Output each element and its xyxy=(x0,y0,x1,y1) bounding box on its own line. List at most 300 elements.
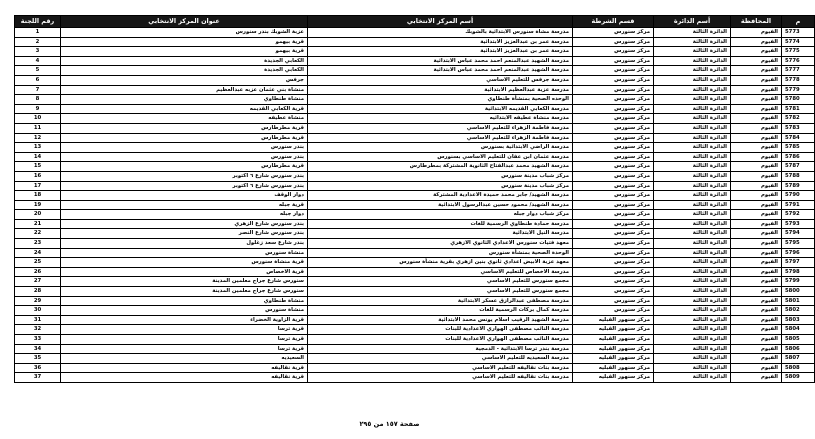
cell-committee-no: 28 xyxy=(15,287,61,297)
cell-committee-no: 1 xyxy=(15,28,61,38)
cell-center-address: الكعابي الجديدة xyxy=(61,66,308,76)
cell-committee-no: 34 xyxy=(15,344,61,354)
cell-district: الدائرة الثالثة xyxy=(654,200,731,210)
cell-committee-no: 22 xyxy=(15,229,61,239)
cell-center-name: مدرسة بندر ترسا الابتدائية - الدمجية xyxy=(308,344,573,354)
cell-center-name: مدرسة عمر بن عبدالعزيز الابتدائية xyxy=(308,47,573,57)
cell-committee-no: 33 xyxy=(15,335,61,345)
cell-serial: 5793 xyxy=(782,219,815,229)
cell-center-address: سنورس شارع جراج معلمين المدينة xyxy=(61,277,308,287)
table-row xyxy=(15,363,815,373)
cell-district: الدائرة الثالثة xyxy=(654,191,731,201)
cell-committee-no: 21 xyxy=(15,219,61,229)
table-row xyxy=(15,28,815,38)
table-row xyxy=(15,143,815,153)
cell-governorate: الفيوم xyxy=(731,229,782,239)
cell-serial: 5795 xyxy=(782,239,815,249)
cell-district: الدائرة الثالثة xyxy=(654,75,731,85)
cell-center-address: قرية مطرطارس xyxy=(61,123,308,133)
cell-district: الدائرة الثالثة xyxy=(654,325,731,335)
cell-center-name: مدرسة منشاة عطيفه الابتدائيه xyxy=(308,114,573,124)
cell-center-name: مدرسة عزبة عبدالعظيم الابتدائية xyxy=(308,85,573,95)
header-row xyxy=(15,16,815,28)
cell-police-section: مركز سنورس xyxy=(573,143,654,153)
cell-serial: 5783 xyxy=(782,123,815,133)
cell-serial: 5803 xyxy=(782,315,815,325)
cell-center-address: قرية مطرطارس xyxy=(61,162,308,172)
cell-district: الدائرة الثالثة xyxy=(654,47,731,57)
cell-governorate: الفيوم xyxy=(731,152,782,162)
cell-governorate: الفيوم xyxy=(731,267,782,277)
table-row xyxy=(15,171,815,181)
cell-committee-no: 9 xyxy=(15,104,61,114)
cell-governorate: الفيوم xyxy=(731,95,782,105)
cell-center-name: مدرسة حمادة طنطاوي الرسمية للغات xyxy=(308,219,573,229)
cell-police-section: مركز سنورس xyxy=(573,133,654,143)
table-row xyxy=(15,267,815,277)
table-row xyxy=(15,325,815,335)
table-row xyxy=(15,229,815,239)
cell-governorate: الفيوم xyxy=(731,373,782,383)
cell-district: الدائرة الثالثة xyxy=(654,114,731,124)
cell-serial: 5784 xyxy=(782,133,815,143)
cell-serial: 5786 xyxy=(782,152,815,162)
cell-serial: 5792 xyxy=(782,210,815,220)
cell-police-section: مركز سنورس xyxy=(573,75,654,85)
cell-governorate: الفيوم xyxy=(731,335,782,345)
table-row xyxy=(15,85,815,95)
cell-district: الدائرة الثالثة xyxy=(654,95,731,105)
cell-serial: 5798 xyxy=(782,267,815,277)
cell-committee-no: 2 xyxy=(15,37,61,47)
cell-governorate: الفيوم xyxy=(731,104,782,114)
cell-governorate: الفيوم xyxy=(731,75,782,85)
cell-district: الدائرة الثالثة xyxy=(654,219,731,229)
cell-police-section: مركز سنورس xyxy=(573,306,654,316)
cell-serial: 5796 xyxy=(782,248,815,258)
cell-serial: 5776 xyxy=(782,56,815,66)
table-row xyxy=(15,200,815,210)
table-row xyxy=(15,56,815,66)
cell-governorate: الفيوم xyxy=(731,143,782,153)
header-center-address: عنوان المركز الانتخابي xyxy=(61,16,308,28)
cell-police-section: مركز سنورس xyxy=(573,152,654,162)
cell-district: الدائرة الثالثة xyxy=(654,258,731,268)
cell-serial: 5788 xyxy=(782,171,815,181)
cell-district: الدائرة الثالثة xyxy=(654,56,731,66)
cell-district: الدائرة الثالثة xyxy=(654,171,731,181)
cell-governorate: الفيوم xyxy=(731,191,782,201)
cell-center-name: مدرسة السعيديه للتعليم الاساسي xyxy=(308,354,573,364)
cell-police-section: مركز سنورس xyxy=(573,123,654,133)
cell-governorate: الفيوم xyxy=(731,162,782,172)
cell-police-section: مركز سنورس xyxy=(573,191,654,201)
cell-governorate: الفيوم xyxy=(731,47,782,57)
cell-center-address: قرية نقاليفه xyxy=(61,363,308,373)
cell-committee-no: 16 xyxy=(15,171,61,181)
cell-police-section: مركز سنهور القبليه xyxy=(573,363,654,373)
cell-center-address: قرية بيهمو xyxy=(61,37,308,47)
cell-police-section: مركز سنورس xyxy=(573,28,654,38)
table-row xyxy=(15,152,815,162)
table-row xyxy=(15,66,815,76)
cell-center-name: مدرسة الشهيد/ محمود حسين عبدالرسول الابتدائية xyxy=(308,200,573,210)
table-row xyxy=(15,277,815,287)
cell-center-address: قرية ترسا xyxy=(61,335,308,345)
cell-center-name: مدرسة الشهيد الرقيب اسلام يونس محمد الابتدائية xyxy=(308,315,573,325)
cell-district: الدائرة الثالثة xyxy=(654,239,731,249)
cell-center-name: مدرسة الاخصاص للتعليم الاساسي xyxy=(308,267,573,277)
cell-district: الدائرة الثالثة xyxy=(654,229,731,239)
cell-center-address: منشاة بني عثمان عزبه عبدالعظيم xyxy=(61,85,308,95)
page-number: صفحة ١٥٧ من ٢٩٥ xyxy=(359,420,420,428)
cell-center-name: مدرسة عمر بن عبدالعزيز الابتدائية xyxy=(308,37,573,47)
cell-committee-no: 24 xyxy=(15,248,61,258)
cell-committee-no: 25 xyxy=(15,258,61,268)
cell-committee-no: 8 xyxy=(15,95,61,105)
cell-committee-no: 29 xyxy=(15,296,61,306)
cell-governorate: الفيوم xyxy=(731,66,782,76)
cell-center-name: مدرسة جرفس للتعليم الاساسي xyxy=(308,75,573,85)
table-row xyxy=(15,296,815,306)
cell-police-section: مركز سنورس xyxy=(573,258,654,268)
cell-governorate: الفيوم xyxy=(731,306,782,316)
cell-police-section: مركز سنورس xyxy=(573,37,654,47)
cell-center-address: سنورس شارع جراج معلمين المدينة xyxy=(61,287,308,297)
cell-center-address: بندر سنورس شارع ٦ اكتوبر xyxy=(61,171,308,181)
cell-committee-no: 17 xyxy=(15,181,61,191)
cell-center-name: مدرسة الشهيد/ جابر محمد حميدة الاعدادية المشتركة xyxy=(308,191,573,201)
cell-center-name: مدرسة الشهيد عبدالمنعم احمد محمد عباس الابتدائية xyxy=(308,66,573,76)
cell-district: الدائرة الثالثة xyxy=(654,123,731,133)
cell-serial: 5781 xyxy=(782,104,815,114)
cell-district: الدائرة الثالثة xyxy=(654,296,731,306)
cell-committee-no: 30 xyxy=(15,306,61,316)
cell-serial: 5780 xyxy=(782,95,815,105)
cell-committee-no: 3 xyxy=(15,47,61,57)
cell-center-address: بندر سنورس xyxy=(61,143,308,153)
table-row xyxy=(15,75,815,85)
cell-serial: 5807 xyxy=(782,354,815,364)
table-row xyxy=(15,181,815,191)
cell-governorate: الفيوم xyxy=(731,248,782,258)
cell-center-name: مركز شباب مدينة سنورس xyxy=(308,171,573,181)
cell-center-name: مركز شباب مدينة سنورس xyxy=(308,181,573,191)
cell-police-section: مركز سنورس xyxy=(573,239,654,249)
cell-center-name: مدرسة النائب مصطفى الهواري الاعدادية للبنات xyxy=(308,325,573,335)
cell-serial: 5800 xyxy=(782,287,815,297)
cell-center-name: مدرسة الكعابي القديمه الابتدائية xyxy=(308,104,573,114)
cell-center-address: قرية ترسا xyxy=(61,344,308,354)
cell-serial: 5791 xyxy=(782,200,815,210)
cell-center-address: السعيديه xyxy=(61,354,308,364)
cell-center-name: مجمع سنورس للتعليم الاساسي xyxy=(308,287,573,297)
table-row xyxy=(15,258,815,268)
cell-serial: 5802 xyxy=(782,306,815,316)
cell-committee-no: 32 xyxy=(15,325,61,335)
cell-police-section: مركز سنورس xyxy=(573,95,654,105)
cell-center-address: قرية منشاة سنورس xyxy=(61,258,308,268)
table-row xyxy=(15,123,815,133)
cell-governorate: الفيوم xyxy=(731,123,782,133)
cell-governorate: الفيوم xyxy=(731,325,782,335)
cell-district: الدائرة الثالثة xyxy=(654,152,731,162)
cell-center-name: مدرسة بنات نقاليفه للتعليم الاساسي xyxy=(308,363,573,373)
cell-serial: 5774 xyxy=(782,37,815,47)
cell-governorate: الفيوم xyxy=(731,85,782,95)
cell-serial: 5775 xyxy=(782,47,815,57)
cell-committee-no: 18 xyxy=(15,191,61,201)
cell-serial: 5773 xyxy=(782,28,815,38)
cell-center-name: الوحدة الصحية بمنشأة سنورس xyxy=(308,248,573,258)
cell-center-address: منشاة سنورس xyxy=(61,248,308,258)
cell-governorate: الفيوم xyxy=(731,181,782,191)
table-row xyxy=(15,335,815,345)
header-center-name: أسم المركز الانتخابي xyxy=(308,16,573,28)
table-row xyxy=(15,191,815,201)
cell-governorate: الفيوم xyxy=(731,344,782,354)
cell-serial: 5779 xyxy=(782,85,815,95)
cell-center-name: مدرسة مشاة سنورس الابتدائية بالشوبك xyxy=(308,28,573,38)
table-header xyxy=(15,16,815,28)
cell-district: الدائرة الثالثة xyxy=(654,66,731,76)
table-row xyxy=(15,373,815,383)
cell-district: الدائرة الثالثة xyxy=(654,210,731,220)
table-row xyxy=(15,306,815,316)
cell-center-name: مدرسة فاطمة الزهراء للتعليم الاساسي xyxy=(308,123,573,133)
cell-center-address: الكعابي الجديدة xyxy=(61,56,308,66)
cell-police-section: مركز سنهور القبليه xyxy=(573,373,654,383)
cell-committee-no: 15 xyxy=(15,162,61,172)
cell-serial: 5805 xyxy=(782,335,815,345)
header-serial: م xyxy=(782,16,815,28)
cell-governorate: الفيوم xyxy=(731,315,782,325)
cell-police-section: مركز سنورس xyxy=(573,267,654,277)
cell-center-name: مدرسة مصطفى عبدالرازق عسكر الابتدائية xyxy=(308,296,573,306)
cell-center-name: الوحده الصحية بمنشأة طنطاوي xyxy=(308,95,573,105)
cell-serial: 5778 xyxy=(782,75,815,85)
table-row xyxy=(15,239,815,249)
table-row xyxy=(15,95,815,105)
cell-center-address: دوار الوقف xyxy=(61,191,308,201)
cell-police-section: مركز سنورس xyxy=(573,85,654,95)
cell-governorate: الفيوم xyxy=(731,296,782,306)
cell-district: الدائرة الثالثة xyxy=(654,162,731,172)
cell-committee-no: 20 xyxy=(15,210,61,220)
cell-police-section: مركز سنورس xyxy=(573,171,654,181)
cell-police-section: مركز سنورس xyxy=(573,47,654,57)
cell-center-name: مدرسة الراضي الابتدائية بسنورس xyxy=(308,143,573,153)
cell-governorate: الفيوم xyxy=(731,363,782,373)
cell-center-address: قرية جبله xyxy=(61,200,308,210)
header-committee-no: رقم اللجنة xyxy=(15,16,61,28)
cell-police-section: مركز سنورس xyxy=(573,210,654,220)
cell-governorate: الفيوم xyxy=(731,219,782,229)
cell-committee-no: 35 xyxy=(15,354,61,364)
cell-committee-no: 37 xyxy=(15,373,61,383)
cell-center-name: مدرسة النائب مصطفى الهواري الاعدادية للبنات xyxy=(308,335,573,345)
cell-serial: 5809 xyxy=(782,373,815,383)
table-row xyxy=(15,315,815,325)
table-body xyxy=(15,28,815,383)
table-row xyxy=(15,162,815,172)
cell-center-address: منشاة طنطاوي xyxy=(61,95,308,105)
cell-center-name: مدرسة كمال بركات الرسمية للغات xyxy=(308,306,573,316)
table-row xyxy=(15,344,815,354)
cell-district: الدائرة الثالثة xyxy=(654,37,731,47)
cell-district: الدائرة الثالثة xyxy=(654,306,731,316)
cell-governorate: الفيوم xyxy=(731,171,782,181)
cell-serial: 5777 xyxy=(782,66,815,76)
cell-governorate: الفيوم xyxy=(731,287,782,297)
cell-serial: 5789 xyxy=(782,181,815,191)
cell-police-section: مركز سنورس xyxy=(573,181,654,191)
cell-governorate: الفيوم xyxy=(731,200,782,210)
cell-center-address: بندر سنورس شارع النصر xyxy=(61,229,308,239)
table-row xyxy=(15,133,815,143)
cell-police-section: مركز سنهور القبليه xyxy=(573,315,654,325)
table-row xyxy=(15,37,815,47)
table-row xyxy=(15,114,815,124)
cell-police-section: مركز سنورس xyxy=(573,219,654,229)
cell-police-section: مركز سنهور القبليه xyxy=(573,354,654,364)
cell-center-name: مدرسة الشهيد عبدالمنعم احمد محمد عباس الابتدائية xyxy=(308,56,573,66)
cell-committee-no: 12 xyxy=(15,133,61,143)
cell-governorate: الفيوم xyxy=(731,210,782,220)
cell-district: الدائرة الثالثة xyxy=(654,85,731,95)
cell-governorate: الفيوم xyxy=(731,133,782,143)
cell-police-section: مركز سنورس xyxy=(573,104,654,114)
cell-district: الدائرة الثالثة xyxy=(654,354,731,364)
cell-committee-no: 26 xyxy=(15,267,61,277)
cell-district: الدائرة الثالثة xyxy=(654,28,731,38)
cell-governorate: الفيوم xyxy=(731,114,782,124)
cell-committee-no: 11 xyxy=(15,123,61,133)
cell-center-name: مدرسة عثمان ابن عفان للتعليم الاساسي بسنورس xyxy=(308,152,573,162)
cell-center-name: مدرسة الشهيد محمد عبدالفتاح الثانوية المشتركة بمطرطارس xyxy=(308,162,573,172)
cell-police-section: مركز سنورس xyxy=(573,296,654,306)
cell-center-name: مدرسة فاطمة الزهراء للتعليم الاساسي xyxy=(308,133,573,143)
cell-governorate: الفيوم xyxy=(731,56,782,66)
cell-district: الدائرة الثالثة xyxy=(654,267,731,277)
cell-center-address: منشاة سنورس xyxy=(61,306,308,316)
cell-committee-no: 5 xyxy=(15,66,61,76)
cell-district: الدائرة الثالثة xyxy=(654,277,731,287)
cell-center-name: مجمع سنورس للتعليم الاساسي xyxy=(308,277,573,287)
cell-district: الدائرة الثالثة xyxy=(654,181,731,191)
cell-center-name: مدرسة النيل الابتدائية xyxy=(308,229,573,239)
cell-committee-no: 31 xyxy=(15,315,61,325)
cell-serial: 5790 xyxy=(782,191,815,201)
cell-serial: 5787 xyxy=(782,162,815,172)
cell-center-address: قرية الاخصاص xyxy=(61,267,308,277)
cell-serial: 5808 xyxy=(782,363,815,373)
cell-police-section: مركز سنهور القبليه xyxy=(573,325,654,335)
table-row xyxy=(15,47,815,57)
cell-police-section: مركز سنورس xyxy=(573,66,654,76)
cell-center-address: عزبة الشوبك بندر سنورس xyxy=(61,28,308,38)
cell-district: الدائرة الثالثة xyxy=(654,363,731,373)
cell-police-section: مركز سنهور القبليه xyxy=(573,344,654,354)
cell-governorate: الفيوم xyxy=(731,354,782,364)
cell-center-name: معهد فتيات سنورس الاعدادي الثانوي الازهري xyxy=(308,239,573,249)
cell-serial: 5799 xyxy=(782,277,815,287)
cell-center-address: منشاة عطيفه xyxy=(61,114,308,124)
cell-district: الدائرة الثالثة xyxy=(654,344,731,354)
table-row xyxy=(15,354,815,364)
cell-committee-no: 23 xyxy=(15,239,61,249)
cell-serial: 5785 xyxy=(782,143,815,153)
cell-committee-no: 13 xyxy=(15,143,61,153)
cell-district: الدائرة الثالثة xyxy=(654,335,731,345)
cell-serial: 5794 xyxy=(782,229,815,239)
cell-center-address: بندر سنورس شارع الزهري xyxy=(61,219,308,229)
cell-serial: 5797 xyxy=(782,258,815,268)
cell-serial: 5804 xyxy=(782,325,815,335)
cell-police-section: مركز سنورس xyxy=(573,277,654,287)
table-row xyxy=(15,219,815,229)
cell-center-address: جرفس xyxy=(61,75,308,85)
table-row xyxy=(15,287,815,297)
cell-police-section: مركز سنورس xyxy=(573,229,654,239)
cell-center-address: منشاة طنطاوي xyxy=(61,296,308,306)
table-row xyxy=(15,210,815,220)
cell-governorate: الفيوم xyxy=(731,277,782,287)
cell-district: الدائرة الثالثة xyxy=(654,248,731,258)
cell-center-address: بندر سنورس xyxy=(61,152,308,162)
cell-center-address: دوار جبله xyxy=(61,210,308,220)
cell-center-name: معهد عزبة الابيض اعدادي ثانوي بنين ازهري بقرية منشأة سنورس xyxy=(308,258,573,268)
cell-police-section: مركز سنورس xyxy=(573,248,654,258)
table-row xyxy=(15,104,815,114)
cell-center-address: قرية نقاليفه xyxy=(61,373,308,383)
cell-center-address: قرية ترسا xyxy=(61,325,308,335)
cell-governorate: الفيوم xyxy=(731,37,782,47)
cell-governorate: الفيوم xyxy=(731,28,782,38)
cell-district: الدائرة الثالثة xyxy=(654,373,731,383)
header-district: أسم الدائرة xyxy=(654,16,731,28)
header-police-section: قسم الشرطة xyxy=(573,16,654,28)
cell-center-address: بندر شارع سعد زغلول xyxy=(61,239,308,249)
cell-committee-no: 36 xyxy=(15,363,61,373)
cell-police-section: مركز سنورس xyxy=(573,287,654,297)
cell-district: الدائرة الثالثة xyxy=(654,133,731,143)
cell-district: الدائرة الثالثة xyxy=(654,104,731,114)
cell-center-address: بندر سنورس شارع ٦ اكتوبر xyxy=(61,181,308,191)
cell-police-section: مركز سنورس xyxy=(573,200,654,210)
cell-police-section: مركز سنورس xyxy=(573,56,654,66)
cell-center-name: مركز شباب دوار جبله xyxy=(308,210,573,220)
cell-committee-no: 19 xyxy=(15,200,61,210)
cell-center-address: قرية الزاوية الخضراء xyxy=(61,315,308,325)
cell-center-name: مدرسة بنات نقاليفه للتعليم الاساسي xyxy=(308,373,573,383)
cell-center-address: قرية مطرطارس xyxy=(61,133,308,143)
cell-police-section: مركز سنورس xyxy=(573,162,654,172)
cell-district: الدائرة الثالثة xyxy=(654,315,731,325)
cell-serial: 5806 xyxy=(782,344,815,354)
cell-police-section: مركز سنورس xyxy=(573,114,654,124)
cell-committee-no: 10 xyxy=(15,114,61,124)
cell-committee-no: 7 xyxy=(15,85,61,95)
cell-governorate: الفيوم xyxy=(731,239,782,249)
cell-governorate: الفيوم xyxy=(731,258,782,268)
cell-committee-no: 4 xyxy=(15,56,61,66)
table-row xyxy=(15,248,815,258)
cell-committee-no: 6 xyxy=(15,75,61,85)
cell-district: الدائرة الثالثة xyxy=(654,143,731,153)
cell-center-address: قرية بيهمو xyxy=(61,47,308,57)
cell-serial: 5801 xyxy=(782,296,815,306)
